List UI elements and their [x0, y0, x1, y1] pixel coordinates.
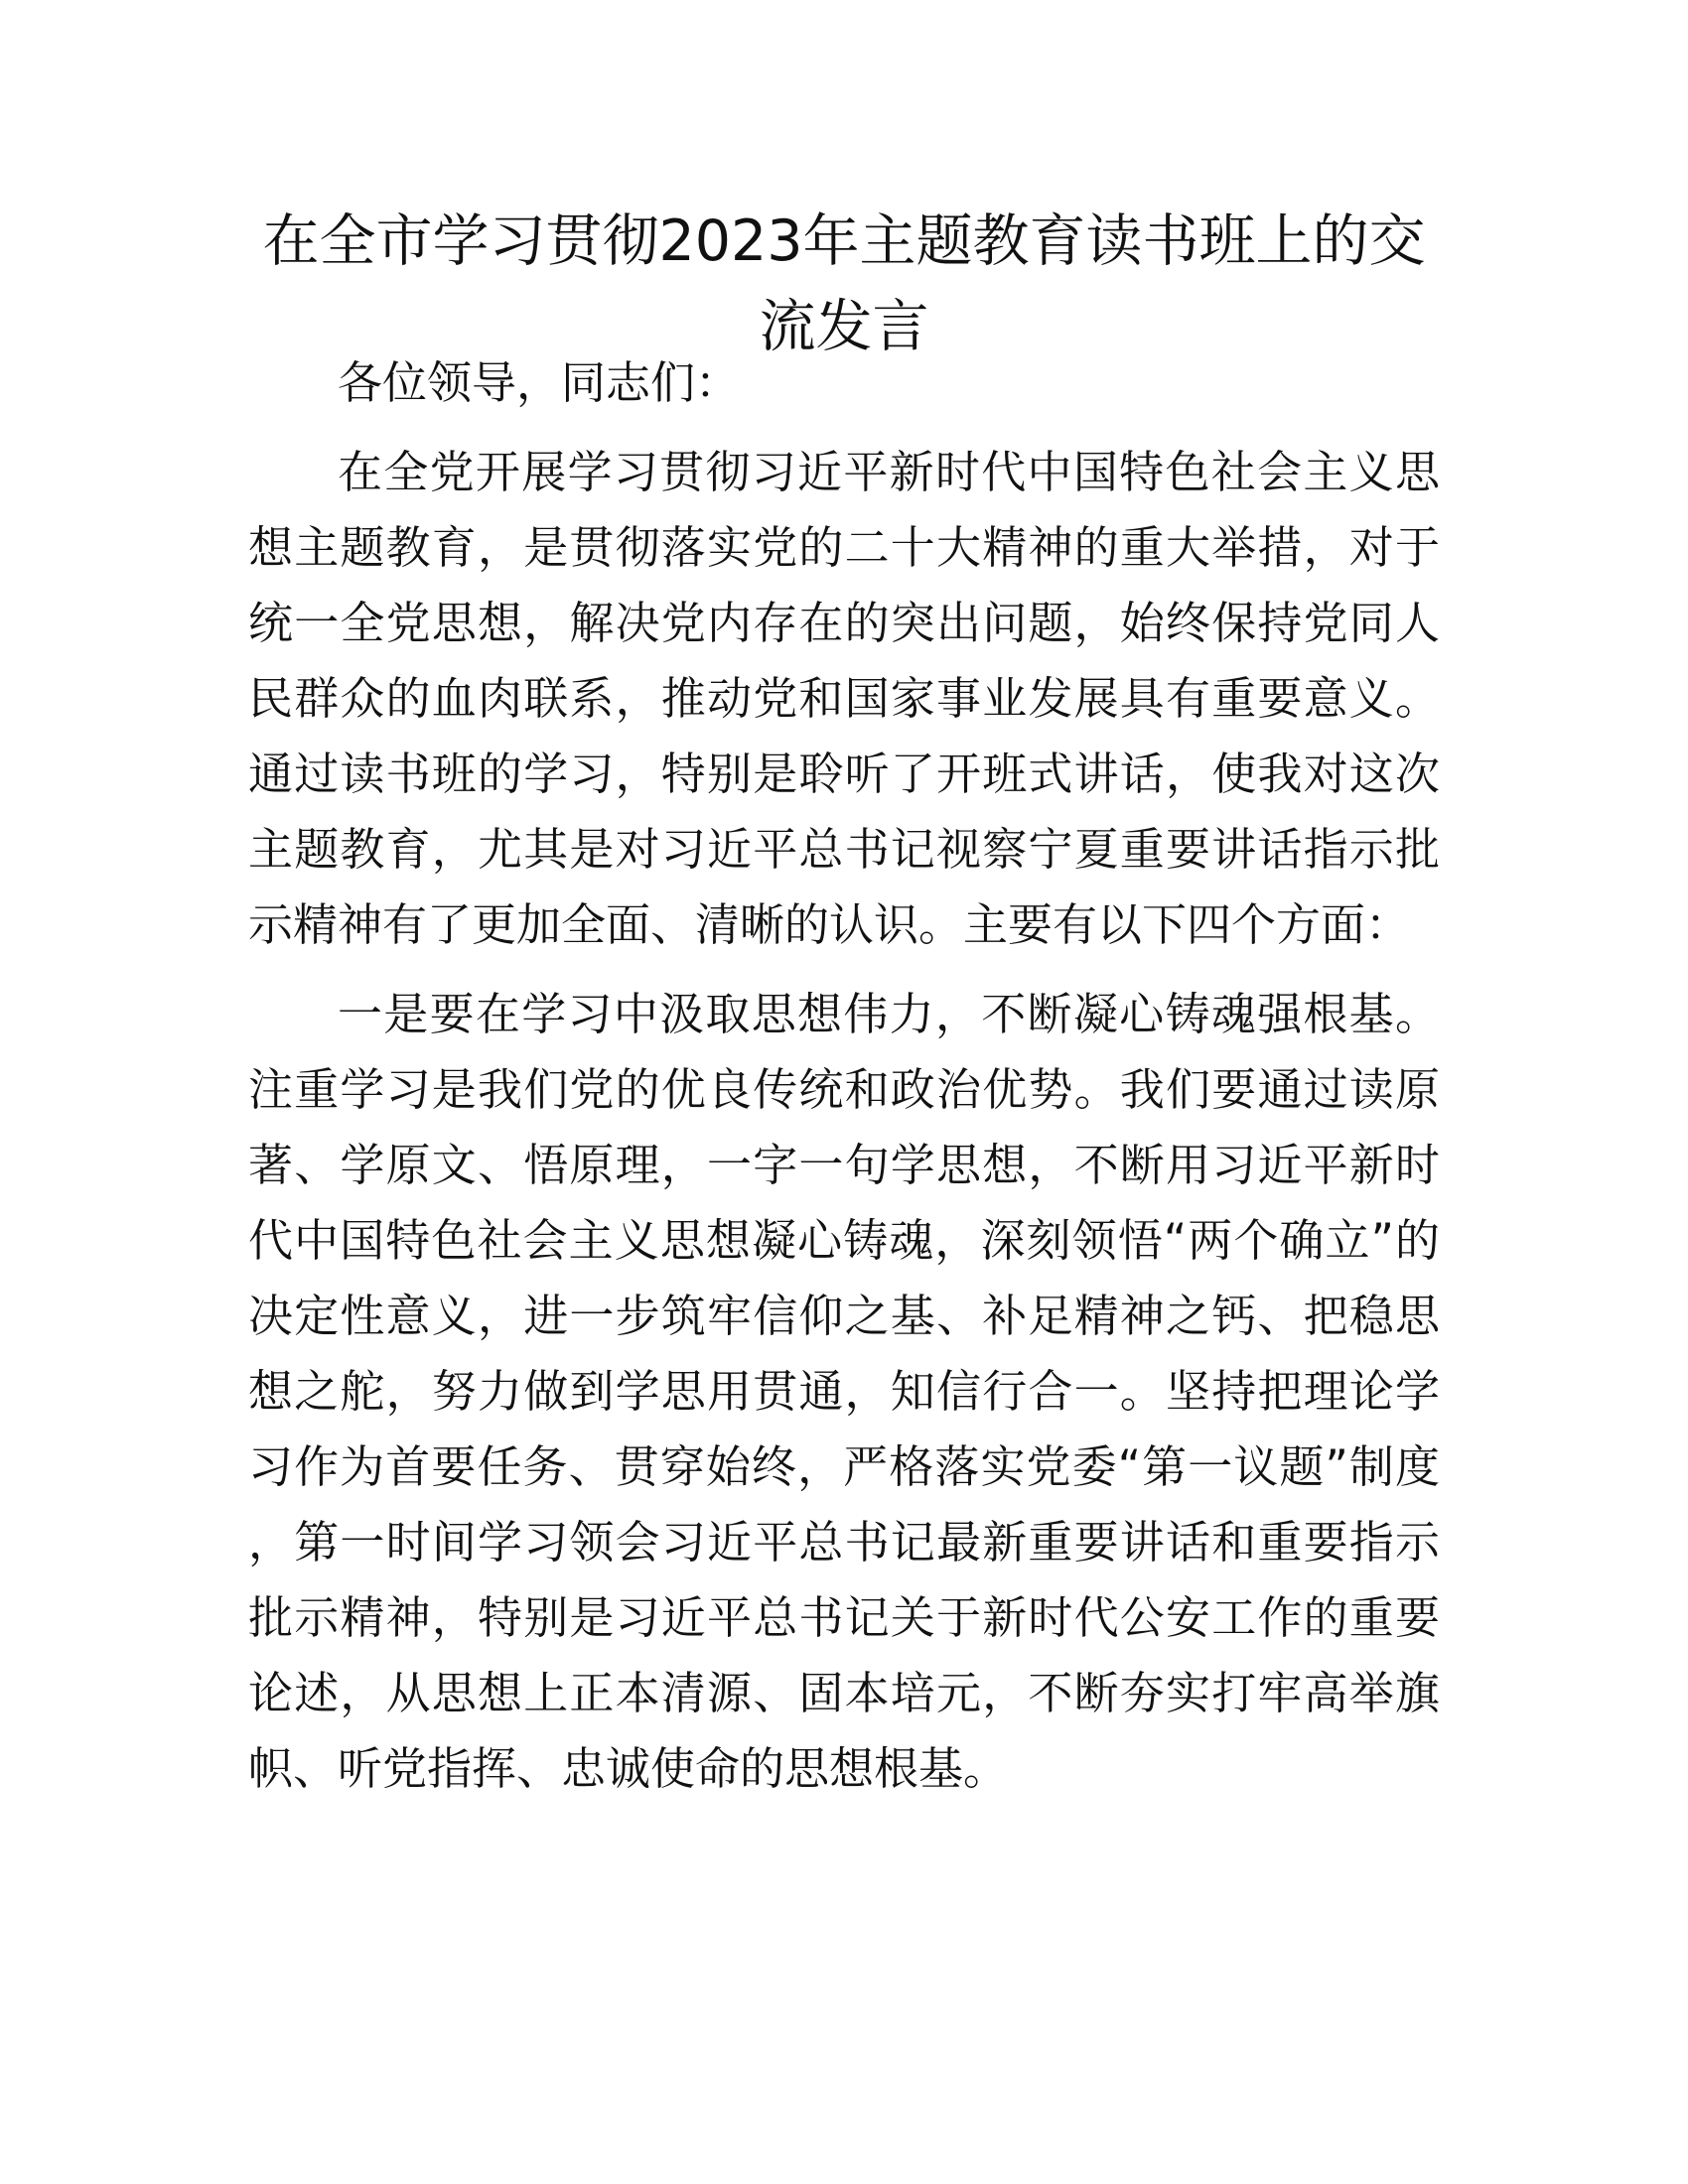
- document-body: [248, 345, 1440, 1821]
- document-title: 在全市学习贯彻2023年主题教育读书班上的交流发言: [262, 208, 1426, 359]
- paragraph-intro: 在全党开展学习贯彻习近平新时代中国特色社会主义思想主题教育，是贯彻落实党的二十大精神的重大举措，对于统一全党思想，解决党内存在的突出问题，始终保持党同人民群众的血肉联系，推动党和国家事业发展具有重要意义。通过读书班的学习，特别是聆听了开班式讲话，使我对这次主题教育，尤其是对习近平总书记视察宁夏重要讲话指示批示精神有了更加全面、清晰的认识。主要有以下四个方面：: [248, 446, 1440, 951]
- paragraph-point-one: 一是要在学习中汲取思想伟力，不断凝心铸魂强根基。注重学习是我们党的优良传统和政治优势。我们要通过读原著、学原文、悟原理，一字一句学思想，不断用习近平新时代中国特色社会主义思想凝心铸魂，深刻领悟“两个确立”的决定性意义，进一步筑牢信仰之基、补足精神之钙、把稳思想之舵，努力做到学思用贯通，知信行合一。坚持把理论学习作为首要任务、贯穿始终，严格落实党委“第一议题”制度，第一时间学习领会习近平总书记最新重要讲话和重要指示批示精神，特别是习近平总书记关于新时代公安工作的重要论述，从思想上正本清源、固本培元，不断夯实打牢高举旗帜、听党指挥、忠诚使命的思想根基。: [248, 988, 1440, 1795]
- salutation: 各位领导，同志们：: [338, 356, 741, 409]
